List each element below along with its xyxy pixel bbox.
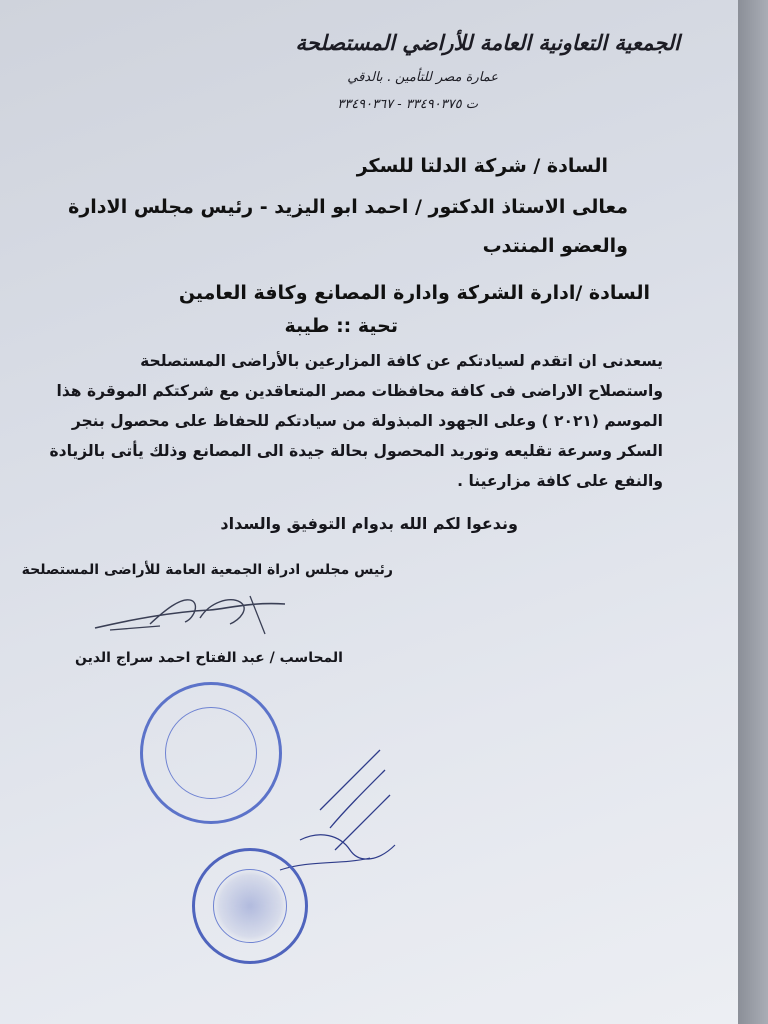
body-line-1: يسعدنى ان اتقدم لسيادتكم عن كافة المزارعين بالأراضى المستصلحة bbox=[140, 352, 663, 370]
body-line-5: والنفع على كافة مزارعينا . bbox=[457, 472, 663, 490]
body-line-4: السكر وسرعة تقليعه وتوريد المحصول بحالة جيدة الى المصانع وذلك يأتى بالزيادة bbox=[49, 442, 663, 460]
signatory-title: رئيس مجلس ادراة الجمعية العامة للأراضى المستصلحة bbox=[21, 562, 393, 578]
recipient-line-3: والعضو المنتدب bbox=[482, 235, 628, 257]
org-phones: ت ٣٣٤٩٠٣٧٥ - ٣٣٤٩٠٣٦٧ bbox=[337, 97, 478, 112]
signature-scribble bbox=[90, 590, 290, 640]
org-address: عمارة مصر للتأمين . بالدقي bbox=[347, 70, 498, 85]
recipient-line-2: معالى الاستاذ الدكتور / احمد ابو اليزيد - رئيس مجلس الادارة bbox=[68, 196, 628, 218]
closing-line: وندعوا لكم الله بدوام التوفيق والسداد bbox=[220, 514, 518, 533]
recipient-line-4: السادة /ادارة الشركة وادارة المصانع وكافة العامين bbox=[178, 282, 650, 304]
body-line-3: الموسم (٢٠٢١ ) وعلى الجهود المبذولة من سيادتكم للحفاظ على محصول بنجر bbox=[71, 412, 663, 430]
org-name: الجمعية التعاونية العامة للأراضي المستصلحة bbox=[295, 30, 680, 55]
greeting: تحية :: طيبة bbox=[284, 315, 398, 337]
accountant-name: المحاسب / عبد الفتاح احمد سراج الدين bbox=[74, 650, 343, 666]
scan-edge bbox=[738, 0, 768, 1024]
official-stamp-lower bbox=[192, 848, 308, 964]
body-line-2: واستصلاح الاراضى فى كافة محافظات مصر المتعاقدين مع شركتكم الموقرة هذا bbox=[56, 382, 663, 400]
recipient-line-1: السادة / شركة الدلتا للسكر bbox=[356, 155, 608, 177]
